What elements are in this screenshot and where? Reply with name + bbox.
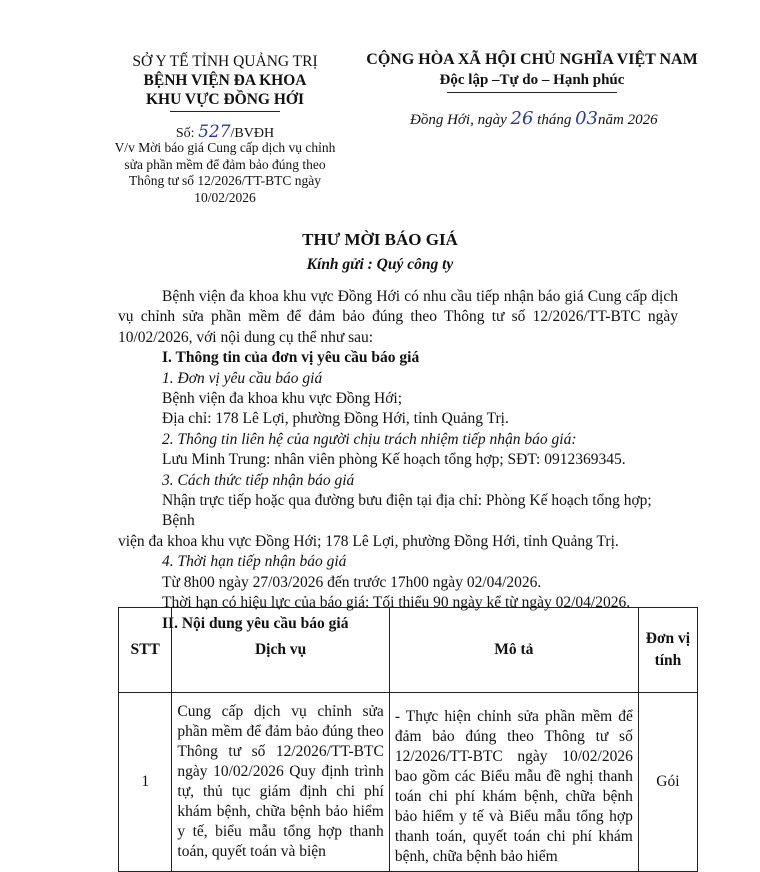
date-day-handwritten: 26 (510, 108, 534, 129)
date-month-label: tháng (537, 112, 572, 128)
receipt-method-line2: viện đa khoa khu vực Đồng Hới; 178 Lê Lợi, phường Đồng Hới, tỉnh Quảng Trị. (118, 532, 619, 550)
doc-number-label: Số: (175, 126, 195, 141)
section-2-title: II. Nội dung yêu cầu báo giá (162, 614, 349, 632)
subject-line: 10/02/2026 (194, 189, 256, 205)
date-line (410, 108, 710, 129)
national-header (362, 50, 702, 93)
deadline-line1: Từ 8h00 ngày 27/03/2026 đến trước 17h00 ngày 02/04/2026. (162, 573, 542, 591)
cell-service: Cung cấp dịch vụ chỉnh sửa phần mềm để đảm bảo đúng theo Thông tư số 12/2026/TT-BTC ngày 10/02/2026 Quy định trình tự, thủ tục giám định chi phí khám bệnh, chữa bệnh bảo hiểm y tế, biểu mẫu tổng hợp thanh toán, quyết toán và biện (172, 693, 389, 872)
doc-number (95, 122, 355, 142)
header-description: Mô tả (389, 608, 638, 693)
section-1-4-title: 4. Thời hạn tiếp nhận báo giá (162, 553, 347, 571)
document-title: THƯ MỜI BÁO GIÁ (302, 230, 458, 249)
date-prefix: Đồng Hới, ngày (410, 112, 507, 128)
header-stt: STT (119, 608, 172, 693)
country-name: CỘNG HÒA XÃ HỘI CHỦ NGHĨA VIỆT NAM (366, 51, 698, 68)
salutation: Kính gửi : Quý công ty (306, 256, 454, 273)
doc-number-suffix: /BVĐH (230, 126, 275, 141)
header-service: Dịch vụ (172, 608, 389, 693)
issuer-org: BỆNH VIỆN ĐA KHOA (143, 72, 307, 89)
subject-line: sửa phần mềm để đảm bảo đúng theo (124, 156, 326, 172)
receipt-method-line1: Nhận trực tiếp hoặc qua đường bưu điện tại địa chỉ: Phòng Kế hoạch tổng hợp; Bệnh (162, 492, 652, 530)
cell-stt: 1 (119, 693, 172, 872)
requester-name: Bệnh viện đa khoa khu vực Đồng Hới; (162, 390, 403, 408)
section-1-3-title: 3. Cách thức tiếp nhận báo giá (162, 471, 355, 489)
contact-person: Lưu Minh Trung: nhân viên phòng Kế hoạch tổng hợp; SĐT: 0912369345. (162, 451, 626, 469)
cell-unit: Gói (638, 693, 697, 872)
doc-number-handwritten: 527 (198, 122, 231, 142)
national-motto: Độc lập –Tự do – Hạnh phúc (439, 72, 625, 88)
table-row (119, 693, 698, 872)
section-1-2-title: 2. Thông tin liên hệ của người chịu trách nhiệm tiếp nhận báo giá: (162, 430, 577, 448)
request-table (118, 607, 698, 872)
issuer-block (95, 52, 355, 112)
issuer-parent-org: SỞ Y TẾ TỈNH QUẢNG TRỊ (132, 53, 318, 70)
issuer-underline (170, 111, 280, 112)
requester-address: Địa chỉ: 178 Lê Lợi, phường Đồng Hới, tỉnh Quảng Trị. (162, 410, 509, 428)
date-year: năm 2026 (597, 112, 658, 128)
date-month-handwritten: 03 (575, 108, 598, 129)
subject-line: V/v Mời báo giá Cung cấp dịch vụ chỉnh (114, 140, 336, 155)
section-1-1-title: 1. Đơn vị yêu cầu báo giá (162, 369, 323, 387)
intro-paragraph: Bệnh viện đa khoa khu vực Đồng Hới có nhu cầu tiếp nhận báo giá Cung cấp dịch vụ chỉnh sửa phần mềm để đảm bảo đúng theo Thông tư số 12/2026/TT-BTC ngày 10/02/2026, với nội dung cụ thể như sau: (118, 288, 678, 346)
subject-line: Thông tư số 12/2026/TT-BTC ngày (128, 173, 322, 188)
issuer-org-area: KHU VỰC ĐỒNG HỚI (145, 91, 305, 108)
cell-description: - Thực hiện chỉnh sửa phần mềm để đảm bảo đúng theo Thông tư số 12/2026/TT-BTC ngày 10/02/2026 bao gồm các Biểu mẫu đề nghị thanh toán chi phí khám bệnh, chữa bệnh bảo hiểm y tế và Biểu mẫu tổng hợp thanh toán, quyết toán chi phí khám bệnh, chữa bệnh bảo hiểm (389, 693, 638, 872)
table-header-row (119, 608, 698, 693)
section-1-title: I. Thông tin của đơn vị yêu cầu báo giá (162, 349, 420, 367)
motto-underline (447, 92, 617, 93)
deadline-line2: Thời hạn có hiệu lực của báo giá: Tối thiểu 90 ngày kể từ ngày 02/04/2026. (162, 594, 631, 612)
doc-subject (80, 140, 370, 206)
header-unit: Đơn vị tính (638, 608, 697, 693)
letter-body (118, 287, 678, 634)
